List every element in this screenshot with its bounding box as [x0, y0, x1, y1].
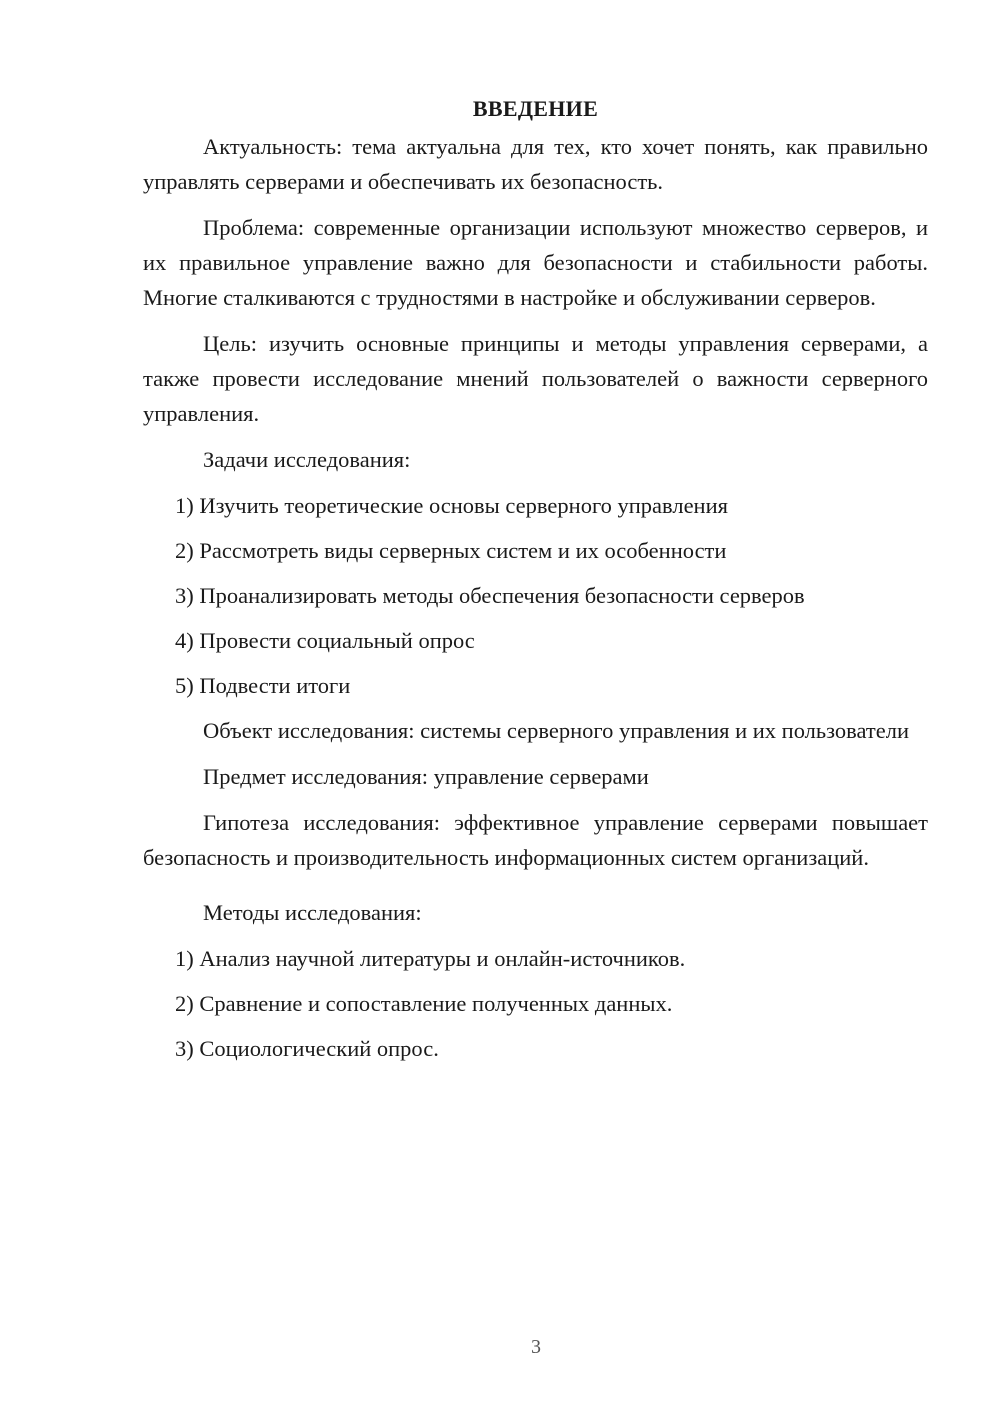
- list-item: 2) Сравнение и сопоставление полученных данных.: [175, 991, 673, 1016]
- paragraph-actuality: Актуальность: тема актуальна для тех, кто хочет понять, как правильно управлять серверами и обеспечивать их безопасность.: [143, 134, 928, 194]
- paragraph-object: Объект исследования: системы серверного управления и их пользователи: [203, 718, 909, 743]
- list-item: 1) Анализ научной литературы и онлайн-источников.: [175, 946, 686, 971]
- methods-list: [143, 941, 928, 1066]
- list-item: 3) Проанализировать методы обеспечения безопасности серверов: [175, 583, 805, 608]
- tasks-heading: Задачи исследования:: [203, 447, 411, 472]
- paragraph-goal: Цель: изучить основные принципы и методы управления серверами, а также провести исследование мнений пользователей о важности серверного управления.: [143, 331, 928, 426]
- document-page: [143, 93, 928, 1076]
- list-item: 1) Изучить теоретические основы серверного управления: [175, 493, 728, 518]
- list-item: 3) Социологический опрос.: [175, 1036, 439, 1061]
- methods-heading: Методы исследования:: [203, 900, 422, 925]
- document-title: ВВЕДЕНИЕ: [472, 96, 599, 121]
- paragraph-subject: Предмет исследования: управление серверами: [203, 764, 649, 789]
- list-item: 5) Подвести итоги: [175, 673, 351, 698]
- list-item: 2) Рассмотреть виды серверных систем и их особенности: [175, 538, 727, 563]
- list-item: 4) Провести социальный опрос: [175, 628, 475, 653]
- tasks-list: [143, 488, 928, 703]
- paragraph-hypothesis: Гипотеза исследования: эффективное управление серверами повышает безопасность и производительность информационных систем организаций.: [143, 810, 928, 870]
- page-number: 3: [531, 1336, 541, 1358]
- paragraph-problem: Проблема: современные организации используют множество серверов, и их правильное управление важно для безопасности и стабильности работы. Многие сталкиваются с трудностями в настройке и обслуживании серверов.: [143, 215, 928, 310]
